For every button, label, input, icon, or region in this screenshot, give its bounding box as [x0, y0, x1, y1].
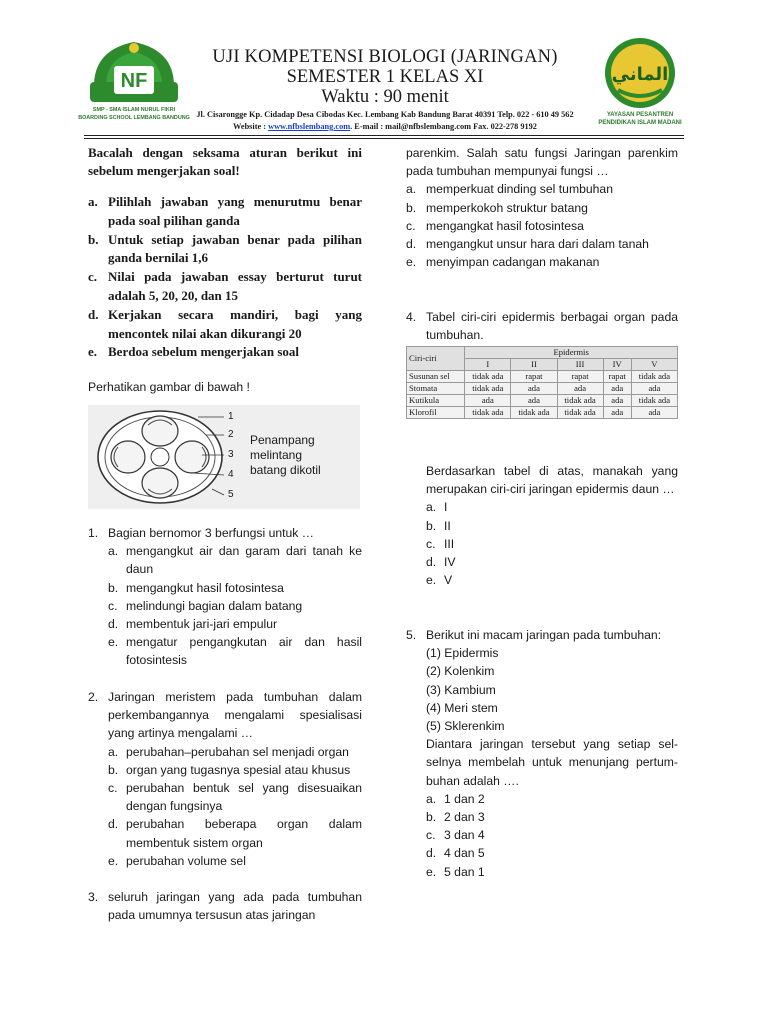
figure-label-number: 1: [228, 411, 234, 422]
list-item: (5) Sklerenkim: [426, 719, 505, 734]
website-link[interactable]: www.nfbslembang.com: [268, 122, 351, 131]
answer-option[interactable]: b. memperkokoh struktur batang: [406, 200, 588, 215]
madani-emblem-icon: [598, 36, 682, 110]
question-stem: 1. Bagian bernomor 3 berfungsi untuk …: [88, 526, 314, 540]
logo-right-text: الماني: [611, 64, 669, 85]
answer-option[interactable]: b. II: [426, 518, 451, 533]
stem-cross-section-figure: [88, 405, 360, 509]
table-column-header: IV: [603, 359, 631, 371]
mosque-logo-icon: [84, 36, 184, 108]
answer-option[interactable]: d. IV: [426, 555, 456, 570]
answer-option[interactable]: a. mengangkut air dan garam dari tanah ke daun: [108, 544, 362, 577]
answer-option[interactable]: c. III: [426, 536, 455, 551]
exam-title: UJI KOMPETENSI BIOLOGI (JARINGAN): [212, 47, 558, 67]
question-stem: 2. Jaringan meristem pada tumbuhan dalam perkembangannya mengalami spesialisasi yang artinya mengalami …: [88, 690, 362, 741]
figure-label-number: 3: [228, 449, 234, 460]
table-column-header: III: [557, 359, 603, 371]
answer-option[interactable]: c. 3 dan 4: [426, 828, 485, 843]
table-row: Susunan sel tidak ada rapat rapat rapat tidak ada: [407, 371, 678, 383]
question-2: [88, 688, 362, 870]
answer-option[interactable]: e. mengatur pengangkutan air dan hasil fotosintesis: [108, 635, 362, 668]
list-item: (1) Epidermis: [426, 646, 499, 661]
table-group-header: Epidermis: [465, 347, 678, 359]
question-1: [88, 524, 362, 670]
question-stem: 5. Berikut ini macam jaringan pada tumbuhan:: [406, 628, 662, 642]
logo-left-caption: SMP - SMA ISLAM NURUL FIKRI BOARDING SCHOOL LEMBANG BANDUNG: [78, 107, 190, 121]
answer-option[interactable]: a. perubahan–perubahan sel menjadi organ: [108, 744, 349, 759]
figure-label-number: 4: [228, 469, 234, 480]
table-column-header: II: [511, 359, 557, 371]
website-label: Website :: [233, 122, 269, 131]
answer-option[interactable]: c. mengangkat hasil fotosintesa: [406, 218, 584, 233]
exam-duration: Waktu : 90 menit: [321, 87, 449, 107]
question-3-continued: [406, 144, 678, 271]
list-item: (2) Kolenkim: [426, 664, 495, 679]
list-item: (4) Meri stem: [426, 700, 498, 715]
school-address: Jl. Cisarongge Kp. Cidadap Desa Cibodas Kec. Lembang Kab Bandung Barat 40391 Telp. 022 - 610 49 562: [196, 110, 574, 119]
answer-option[interactable]: a. memperkuat dinding sel tumbuhan: [406, 182, 613, 197]
answer-option[interactable]: e. perubahan volume sel: [108, 853, 246, 868]
answer-option[interactable]: a. I: [426, 500, 448, 515]
logo-right-caption: YAYASAN PESANTREN PENDIDIKAN ISLAM MADANI: [598, 112, 682, 126]
figure-prompt: Perhatikan gambar di bawah !: [88, 380, 250, 394]
question-stem-continued: parenkim. Salah satu fungsi Jaringan parenkim pada tumbuhan mempunyai fungsi …: [406, 146, 678, 179]
answer-option[interactable]: d. membentuk jari-jari empulur: [108, 617, 278, 632]
question-4-prompt: [406, 462, 678, 589]
table-column-header: V: [631, 359, 677, 371]
answer-option[interactable]: e. V: [426, 573, 453, 588]
header-divider-top: [84, 135, 684, 136]
rule-item: e. Berdoa sebelum mengerjakan soal: [88, 344, 300, 360]
question-4: [406, 308, 678, 344]
list-item: (3) Kambium: [426, 682, 496, 697]
answer-option[interactable]: c. melindungi bagian dalam batang: [108, 598, 303, 613]
question-stem: 4. Tabel ciri-ciri epidermis berbagai organ pada tumbuhan.: [406, 310, 678, 343]
question-5: [406, 626, 678, 881]
school-contact: [180, 122, 590, 131]
figure-label-number: 2: [228, 429, 234, 440]
table-row: Kutikula ada ada tidak ada ada tidak ada: [407, 395, 678, 407]
answer-option[interactable]: c. perubahan bentuk sel yang disesuaikan dengan fungsinya: [108, 781, 362, 814]
instructions-rules: [88, 193, 362, 362]
answer-option[interactable]: d. 4 dan 5: [426, 846, 485, 861]
logo-left-text: NF: [120, 70, 148, 92]
question-stem: 3. seluruh jaringan yang ada pada tumbuhan pada umumnya tersusun atas jaringan: [88, 890, 362, 923]
answer-option[interactable]: b. organ yang tugasnya spesial atau khusus: [108, 762, 351, 777]
header-divider-bottom: [84, 138, 684, 139]
answer-option[interactable]: b. 2 dan 3: [426, 810, 485, 825]
rule-item: b. Untuk setiap jawaban benar pada pilihan ganda bernilai 1,6: [88, 231, 362, 266]
answer-option[interactable]: e. 5 dan 1: [426, 864, 485, 879]
table-column-header: I: [465, 359, 511, 371]
epidermis-table: [406, 346, 678, 419]
rule-item: d. Kerjakan secara mandiri, bagi yang mencontek nilai akan dikurangi 20: [88, 306, 362, 341]
instructions-intro: Bacalah dengan seksama aturan berikut ini sebelum mengerjakan soal!: [88, 145, 362, 179]
rule-item: c. Nilai pada jawaban essay berturut turut adalah 5, 20, 20, dan 15: [88, 269, 362, 303]
table-corner-header: Ciri-ciri: [407, 347, 465, 371]
answer-option[interactable]: b. mengangkut hasil fotosintesa: [108, 580, 284, 595]
answer-option[interactable]: d. perubahan beberapa organ dalam membentuk sistem organ: [108, 817, 362, 850]
rule-item: a. Pilihlah jawaban yang menurutmu benar pada soal pilihan ganda: [88, 194, 362, 228]
answer-option[interactable]: e. menyimpan cadangan makanan: [406, 255, 600, 270]
question-text: Diantara jaringan tersebut yang setiap sel-selnya membelah untuk menunjang pertum-buhan adalah ….: [426, 737, 678, 788]
table-row: Stomata tidak ada ada ada ada ada: [407, 383, 678, 395]
school-logo-right: [598, 36, 682, 130]
figure-label-number: 5: [228, 489, 234, 500]
contact-details: . E-mail : mail@nfbslembang.com Fax. 022-278 9192: [350, 122, 537, 131]
figure-caption: Penampang melintang batang dikotil: [250, 433, 321, 477]
exam-semester: SEMESTER 1 KELAS XI: [286, 67, 484, 87]
table-row: Klorofil tidak ada tidak ada tidak ada ada ada: [407, 407, 678, 419]
answer-option[interactable]: d. mengangkut unsur hara dari dalam tanah: [406, 237, 649, 252]
question-text: Berdasarkan tabel di atas, manakah yang merupakan ciri-ciri jaringan epidermis daun …: [426, 464, 678, 497]
question-3-start: [88, 888, 362, 924]
school-logo-left: [78, 36, 190, 128]
answer-option[interactable]: a. 1 dan 2: [426, 791, 485, 806]
